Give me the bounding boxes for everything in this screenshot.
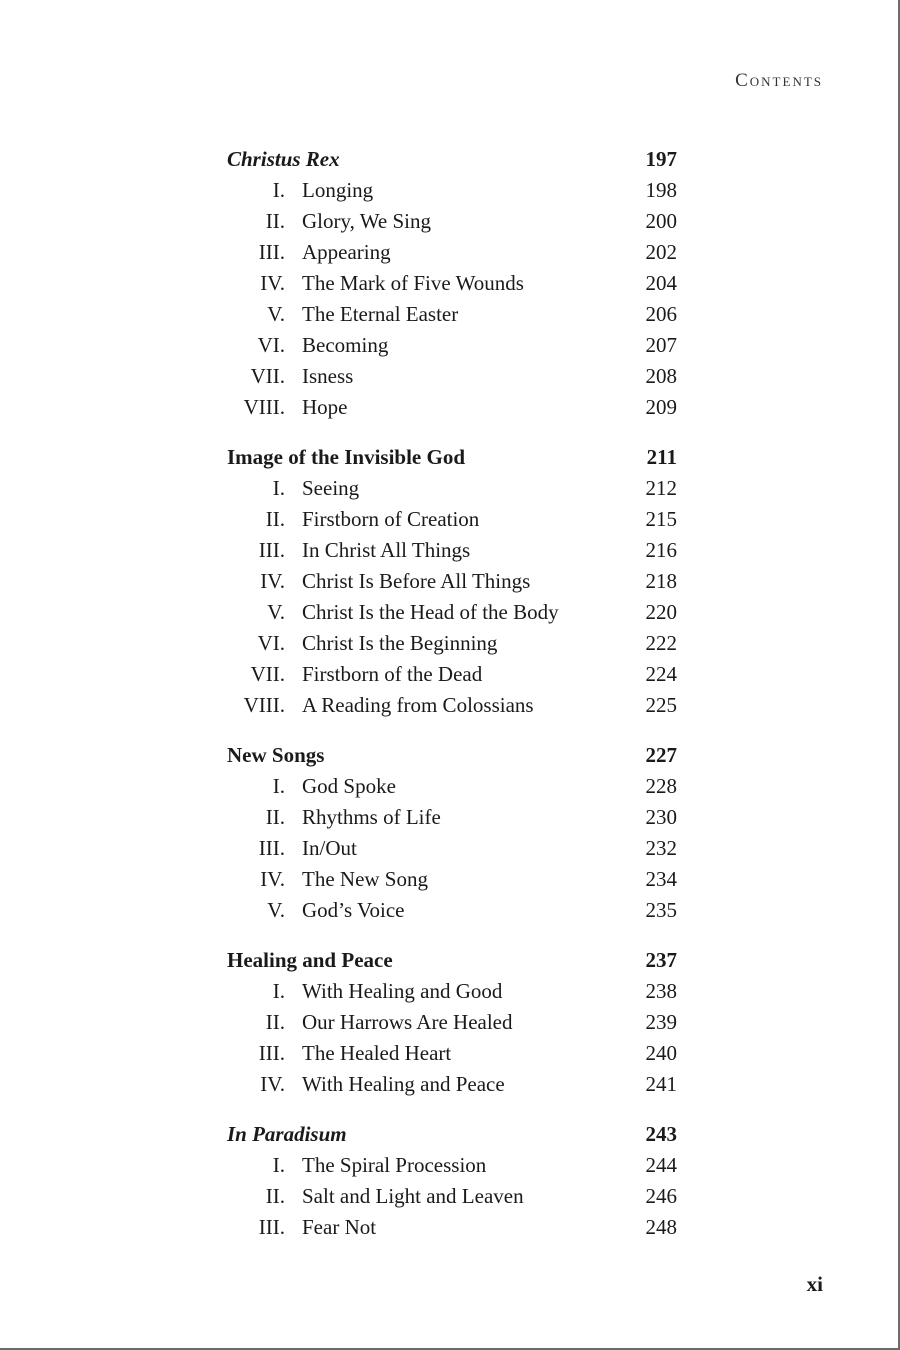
section-title: Image of the Invisible God <box>227 445 466 469</box>
entry-page-number: 230 <box>645 805 677 829</box>
section-heading-row[interactable] <box>227 740 677 771</box>
section-page-number: 243 <box>645 1122 677 1146</box>
entry-title: Seeing <box>302 476 360 500</box>
entry-numeral: I. <box>272 476 285 500</box>
entry-numeral: I. <box>272 1153 285 1177</box>
entry-numeral: II. <box>265 1184 285 1208</box>
entry-page-number: 246 <box>645 1184 677 1208</box>
running-head: Contents <box>735 70 823 91</box>
entry-numeral: V. <box>267 898 285 922</box>
entry-page-number: 244 <box>645 1153 677 1177</box>
entry-title: Becoming <box>302 333 389 357</box>
entry-title: Christ Is Before All Things <box>302 569 531 593</box>
entry-page-number: 209 <box>645 395 677 419</box>
toc-entry-row[interactable] <box>227 299 677 330</box>
entry-page-number: 202 <box>645 240 677 264</box>
entry-numeral: V. <box>267 302 285 326</box>
entry-title: Salt and Light and Leaven <box>302 1184 524 1208</box>
entry-title: With Healing and Good <box>302 979 503 1003</box>
entry-page-number: 200 <box>645 209 677 233</box>
entry-page-number: 212 <box>645 476 677 500</box>
entry-title: In/Out <box>302 836 357 860</box>
section-title: In Paradisum <box>227 1122 347 1146</box>
entry-numeral: I. <box>272 774 285 798</box>
entry-page-number: 234 <box>645 867 677 891</box>
entry-title: Christ Is the Beginning <box>302 631 498 655</box>
entry-page-number: 228 <box>645 774 677 798</box>
entry-page-number: 232 <box>645 836 677 860</box>
entry-title: Our Harrows Are Healed <box>302 1010 513 1034</box>
toc-entry-row[interactable] <box>227 535 677 566</box>
entry-page-number: 235 <box>645 898 677 922</box>
entry-title: Fear Not <box>302 1215 377 1239</box>
entry-numeral: II. <box>265 805 285 829</box>
toc-entry-row[interactable] <box>227 1038 677 1069</box>
toc-entry-row[interactable] <box>227 895 677 926</box>
section-heading-row[interactable] <box>227 1119 677 1150</box>
entry-page-number: 208 <box>645 364 677 388</box>
entry-title: Firstborn of the Dead <box>302 662 483 686</box>
toc-section <box>227 740 677 926</box>
entry-title: With Healing and Peace <box>302 1072 505 1096</box>
toc-entry-row[interactable] <box>227 361 677 392</box>
entry-page-number: 207 <box>645 333 677 357</box>
entry-numeral: II. <box>265 1010 285 1034</box>
entry-page-number: 216 <box>645 538 677 562</box>
entry-numeral: VI. <box>257 333 285 357</box>
entry-numeral: IV. <box>260 271 285 295</box>
entry-page-number: 218 <box>645 569 677 593</box>
entry-page-number: 241 <box>645 1072 677 1096</box>
entry-page-number: 240 <box>645 1041 677 1065</box>
entry-page-number: 215 <box>645 507 677 531</box>
toc-entry-row[interactable] <box>227 1150 677 1181</box>
entry-page-number: 222 <box>645 631 677 655</box>
entry-numeral: IV. <box>260 867 285 891</box>
section-title: Christus Rex <box>227 147 340 171</box>
entry-title: In Christ All Things <box>302 538 471 562</box>
toc-entry-row[interactable] <box>227 1212 677 1243</box>
toc-entry-row[interactable] <box>227 206 677 237</box>
entry-title: The Eternal Easter <box>302 302 459 326</box>
entry-numeral: II. <box>265 507 285 531</box>
toc-entry-row[interactable] <box>227 597 677 628</box>
toc-entry-row[interactable] <box>227 175 677 206</box>
section-page-number: 211 <box>646 445 677 469</box>
toc-entry-row[interactable] <box>227 628 677 659</box>
entry-title: God Spoke <box>302 774 396 798</box>
entry-numeral: VII. <box>250 364 285 388</box>
section-heading-row[interactable] <box>227 442 677 473</box>
entry-title: The New Song <box>302 867 428 891</box>
toc-entry-row[interactable] <box>227 864 677 895</box>
entry-numeral: VI. <box>257 631 285 655</box>
entry-page-number: 220 <box>645 600 677 624</box>
entry-page-number: 238 <box>645 979 677 1003</box>
entry-numeral: VIII. <box>243 693 285 717</box>
toc-entry-row[interactable] <box>227 268 677 299</box>
toc-entry-row[interactable] <box>227 1007 677 1038</box>
entry-numeral: III. <box>258 1215 285 1239</box>
entry-numeral: III. <box>258 538 285 562</box>
entry-numeral: VII. <box>250 662 285 686</box>
entry-page-number: 248 <box>645 1215 677 1239</box>
toc-entry-row[interactable] <box>227 473 677 504</box>
toc-section <box>227 1119 677 1243</box>
page-folio: xi <box>806 1272 823 1296</box>
toc-entry-row[interactable] <box>227 659 677 690</box>
toc-entry-row[interactable] <box>227 833 677 864</box>
entry-title: Isness <box>302 364 354 388</box>
entry-title: Christ Is the Head of the Body <box>302 600 559 624</box>
section-heading-row[interactable] <box>227 945 677 976</box>
entry-title: A Reading from Colossians <box>302 693 534 717</box>
entry-title: Appearing <box>302 240 391 264</box>
entry-page-number: 239 <box>645 1010 677 1034</box>
toc-entry-row[interactable] <box>227 802 677 833</box>
entry-numeral: IV. <box>260 569 285 593</box>
section-title: New Songs <box>227 743 325 767</box>
toc-entry-row[interactable] <box>227 392 677 423</box>
toc-entry-row[interactable] <box>227 1069 677 1100</box>
section-title: Healing and Peace <box>227 948 393 972</box>
entry-page-number: 206 <box>645 302 677 326</box>
toc-section <box>227 945 677 1100</box>
entry-title: The Mark of Five Wounds <box>302 271 524 295</box>
entry-page-number: 224 <box>645 662 677 686</box>
toc-entry-row[interactable] <box>227 976 677 1007</box>
toc-section <box>227 442 677 721</box>
toc-entry-row[interactable] <box>227 504 677 535</box>
entry-title: Glory, We Sing <box>302 209 431 233</box>
entry-numeral: III. <box>258 1041 285 1065</box>
entry-title: The Spiral Procession <box>302 1153 487 1177</box>
section-page-number: 227 <box>645 743 677 767</box>
entry-numeral: IV. <box>260 1072 285 1096</box>
entry-page-number: 198 <box>645 178 677 202</box>
entry-title: Firstborn of Creation <box>302 507 480 531</box>
toc-entry-row[interactable] <box>227 237 677 268</box>
toc-entry-row[interactable] <box>227 330 677 361</box>
entry-page-number: 225 <box>645 693 677 717</box>
toc-entry-row[interactable] <box>227 771 677 802</box>
entry-numeral: VIII. <box>243 395 285 419</box>
toc-entry-row[interactable] <box>227 566 677 597</box>
section-page-number: 197 <box>645 147 677 171</box>
section-heading-row[interactable] <box>227 144 677 175</box>
entry-numeral: I. <box>272 979 285 1003</box>
entry-title: Hope <box>302 395 348 419</box>
entry-numeral: II. <box>265 209 285 233</box>
entry-page-number: 204 <box>645 271 677 295</box>
table-of-contents <box>227 144 677 1262</box>
entry-numeral: V. <box>267 600 285 624</box>
entry-numeral: III. <box>258 240 285 264</box>
toc-entry-row[interactable] <box>227 1181 677 1212</box>
entry-title: Longing <box>302 178 374 202</box>
toc-section <box>227 144 677 423</box>
toc-entry-row[interactable] <box>227 690 677 721</box>
entry-title: Rhythms of Life <box>302 805 441 829</box>
entry-numeral: I. <box>272 178 285 202</box>
entry-title: God’s Voice <box>302 898 405 922</box>
entry-numeral: III. <box>258 836 285 860</box>
section-page-number: 237 <box>645 948 677 972</box>
entry-title: The Healed Heart <box>302 1041 452 1065</box>
